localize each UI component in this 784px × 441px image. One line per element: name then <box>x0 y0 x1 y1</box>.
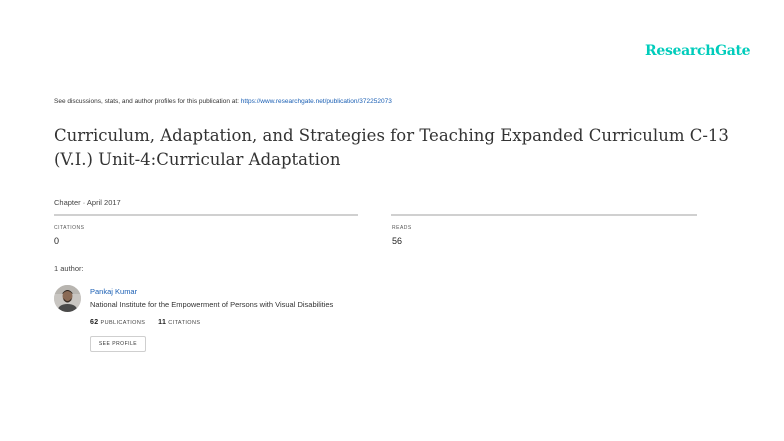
author-institution: National Institute for the Empowerment of Persons with Visual Disabilities <box>90 300 334 309</box>
authors-count-label: 1 author: <box>54 264 84 273</box>
reads-label: READS <box>392 225 412 231</box>
author-name-link[interactable]: Pankaj Kumar <box>90 287 138 296</box>
see-profile-button[interactable]: SEE PROFILE <box>90 336 146 352</box>
author-citations-count: 11 <box>158 319 167 326</box>
author-publications-label: PUBLICATIONS <box>100 320 146 326</box>
researchgate-logo[interactable]: ResearchGate <box>645 43 751 59</box>
author-publications-count: 62 <box>90 319 99 326</box>
publication-title: Curriculum, Adaptation, and Strategies for Teaching Expanded Curriculum C-13 (V.I.) Unit-4:Curricular Adaptation <box>54 126 729 169</box>
divider-reads <box>391 214 697 216</box>
publication-type-date: Chapter · April 2017 <box>54 198 121 207</box>
reads-value: 56 <box>392 236 403 246</box>
citations-label: CITATIONS <box>54 225 85 231</box>
discussion-notice-text: See discussions, stats, and author profiles for this publication at: <box>54 98 241 105</box>
author-stats <box>90 319 200 326</box>
discussion-notice <box>54 98 392 105</box>
author-citations-label: CITATIONS <box>168 320 201 326</box>
divider-citations <box>54 214 358 216</box>
avatar-person-icon <box>54 285 81 312</box>
citations-value: 0 <box>54 236 60 246</box>
author-avatar[interactable] <box>54 285 81 312</box>
publication-link[interactable]: https://www.researchgate.net/publication/372252073 <box>240 98 392 105</box>
